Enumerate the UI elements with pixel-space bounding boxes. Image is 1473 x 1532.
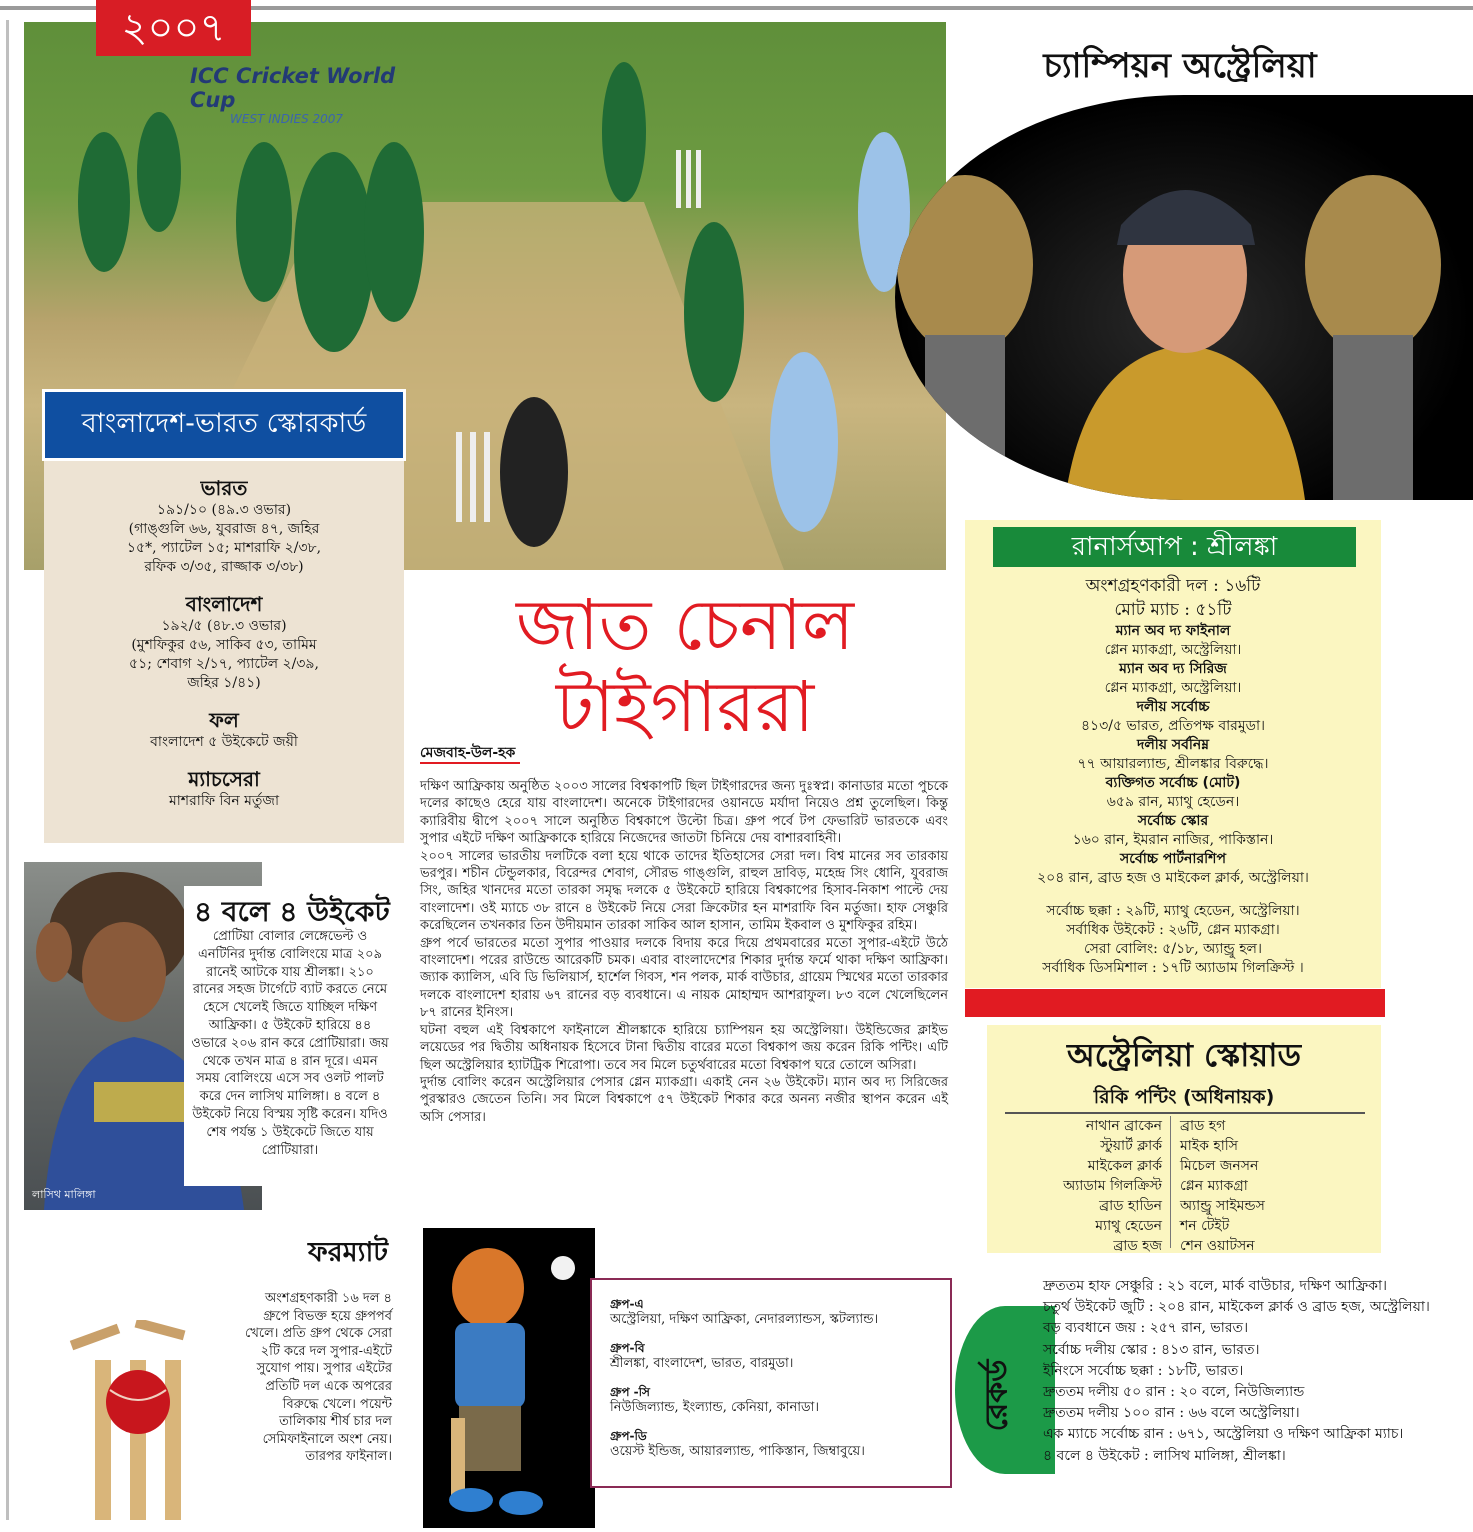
format-text: অংশগ্রহণকারী ১৬ দল ৪ গ্রুপে বিভক্ত হয়ে গ্রুপপর্ব খেলে। প্রতি গ্রুপ থেকে সেরা ২টি করে দল সুপার-এইটে সুযোগ পায়। সুপার এইটের প্রতিটি দল একে অপরের বিরুদ্ধে খেলে। পয়েন্ট তালিকায় শীর্ষ চার দল সেমিফাইনালে অংশ নেয়। তারপর ফাইনাল। (245, 1291, 392, 1465)
squad-player: গ্লেন ম্যাকগ্রা (1180, 1178, 1248, 1194)
records-label: রেকর্ড (979, 1359, 1015, 1432)
india-heading: ভারত (200, 476, 248, 500)
motf-label: ম্যান অব দ্য ফাইনাল (1115, 623, 1231, 639)
sixes-record: সর্বোচ্চ ছক্কা : ২৯টি, ম্যাথু হেডেন, অস্ট্রেলিয়া। (1046, 903, 1300, 919)
man-of-match-text: মাশরাফি বিন মর্তুজা (168, 793, 280, 809)
squad-player: ব্রাড হগ (1180, 1118, 1226, 1134)
record-item: দ্রুততম দলীয় ৫০ রান : ২০ বলে, নিউজিল্যান্ড (1043, 1384, 1305, 1401)
result-heading: ফল (209, 708, 239, 732)
group-label: গ্রুপ-এ (610, 1297, 644, 1311)
mots-label: ম্যান অব দ্য সিরিজ (1119, 661, 1227, 677)
malinga-text: প্রোটিয়া বোলার লেঙ্গেভেল্ট ও এনটিনির দুর্দান্ত বোলিংয়ে মাত্র ২০৯ রানেই আটকে যায় শ্রীলঙ্কা। ২১০ রানের সহজ টার্গেটে ব্যাট করতে নেমে হেসে খেলেই জিতে যাচ্ছিল দক্ষিণ আফ্রিকা। ৫ উইকেট হারিয়ে ৪৪ ওভারে ২০৬ রান করে প্রোটিয়ারা। জয় থেকে তখন মাত্র ৪ রান দূরে। এমন সময় বোলিংয়ে এসে সব ওলট পালট করে দেন লাসিথ মালিঙ্গা। ৪ বলে ৪ উইকেট নিয়ে বিস্ময় সৃষ্টি করেন। যদিও শেষ পর্যন্ত ১ উইকেটে জিতে যায় প্রোটিয়ারা। (191, 929, 389, 1158)
squad-title: অস্ট্রেলিয়া স্কোয়াড (1066, 1036, 1302, 1074)
byline: মেজবাহ-উল-হক (420, 745, 516, 761)
group-teams: অস্ট্রেলিয়া, দক্ষিণ আফ্রিকা, নেদারল্যান্ডস, স্কটল্যান্ড। (610, 1312, 879, 1327)
high-score-label: সর্বোচ্চ স্কোর (1137, 813, 1209, 829)
bangladesh-score: ১৯২/৫ (৪৮.৩ ওভার) (মুশফিকুর ৫৬, সাকিব ৫৩, তামিম ৫১; শেবাগ ২/১৭, প্যাটেল ২/৩৯, জহির ১/৪১) (129, 618, 319, 691)
squad-column-divider (1170, 1116, 1171, 1248)
runners-up-title: রানার্সআপ : শ্রীলঙ্কা (993, 527, 1356, 567)
partnership-label: সর্বোচ্চ পার্টনারশিপ (1120, 851, 1226, 867)
squad-player: ম্যাথু হেডেন (1095, 1218, 1162, 1234)
squad-player: ব্রাড হাডিন (1099, 1198, 1162, 1214)
squad-left-column (1000, 1116, 1162, 1256)
squad-right-column (1180, 1116, 1370, 1256)
team-low-label: দলীয় সর্বনিম্ন (1136, 737, 1210, 753)
motf-value: গ্লেন ম্যাকগ্রা, অস্ট্রেলিয়া। (1104, 642, 1242, 658)
mascot-illustration (423, 1228, 595, 1528)
record-item: ইনিংসে সর্বোচ্চ ছক্কা : ১৮টি, ভারত। (1043, 1362, 1244, 1379)
squad-player: মাইকেল ক্লার্ক (1087, 1158, 1162, 1174)
article-paragraph: গ্রুপ পর্বে ভারতের মতো সুপার পাওয়ার দলকে বিদায় করে দিয়ে প্রথমবারের মতো সুপার-এইটে উঠে বাংলাদেশ। পরের রাউন্ডে আরেকটি চমক। এবার বাংলাদেশের শিকার দুর্দান্ত ফর্মে থাকা দক্ষিণ আফ্রিকা। জ্যাক ক্যালিস, এবি ডি ভিলিয়ার্স, হার্শেল গিবস, শন পলক, মার্ক বাউচার, গ্রায়েম স্মিথের মতো তারকার দলকে বাংলাদেশ হারায় ৬৭ রানের বড় ব্যবধানে। এ নায়ক মোহাম্মদ আশরাফুল। ৮৩ বলে খেলেছিলেন ৮৭ রানের ইনিংস। (420, 935, 948, 1021)
article-paragraph: দক্ষিণ আফ্রিকায় অনুষ্ঠিত ২০০৩ সালের বিশ্বকাপটি ছিল টাইগারদের জন্য দুঃস্বপ্ন। কানাডার মতো পুচকে দলের কাছেও হেরে যায় বাংলাদেশ। অনেকে টাইগারদের ওয়ানডে মর্যাদা নিয়েও প্রশ্ন তুলেছিল। কিন্তু ক্যারিবীয় দ্বীপে ২০০৭ সালে অনুষ্ঠিত বিশ্বকাপে উল্টো চিত্র। গ্রুপ পর্বে টপ ফেভারিট ভারতকে এবং সুপার এইটে দক্ষিণ আফ্রিকাকে হারিয়ে নিজেদের জাতটা চিনিয়ে দেয় বাশারবাহিনী। (420, 779, 948, 847)
squad-rule (1005, 1112, 1365, 1114)
left-rule (6, 20, 9, 1520)
article-paragraph: ২০০৭ সালের ভারতীয় দলটিকে বলা হয়ে থাকে তাদের ইতিহাসের সেরা দল। বিশ্ব মানের সব তারকায় ভরপুর। শচীন টেন্ডুলকার, বিরেন্দর শেবাগ, সৌরভ গাঙ্গুলি, রাহুল দ্রাবিড়, মহেন্দ্র সিং ধোনি, যুবরাজ সিং, জহির খানদের মতো তারকা সমৃদ্ধ দলকে ৫ উইকেটে হারিয়ে বিশ্বকাপের হিসাব-নিকাশ পাল্টে দেয় বাংলাদেশ। ওই ম্যাচে ৩৮ রানে ৪ উইকেট নিয়ে সেরা ক্রিকেটার হন মাশরাফি বিন মর্তুজা। হাফ সেঞ্চুরি করেছিলেন তখনকার তিন উদীয়মান তারকা সাকিব আল হাসান, তামিম ইকবাল ও মুশফিকুর রহিম। (420, 848, 948, 934)
record-item: সর্বোচ্চ দলীয় স্কোর : ৪১৩ রান, ভারত। (1043, 1341, 1260, 1358)
squad-player: স্টুয়ার্ট ক্লার্ক (1100, 1138, 1162, 1154)
year-badge: ২০০৭ (96, 0, 251, 56)
logo-title: ICC Cricket World Cup (190, 64, 396, 112)
india-score: ১৯১/১০ (৪৯.৩ ওভার) (গাঙ্গুলি ৬৬, যুবরাজ ৪৭, জহির ১৫*, প্যাটেল ১৫; মাশরাফি ২/৩৮, রফিক ৩/৩৫, রাজ্জাক ৩/৩৮) (126, 502, 322, 575)
squad-player: মাইক হাসি (1180, 1138, 1239, 1154)
champion-photo (895, 95, 1473, 500)
group-label: গ্রুপ -সি (610, 1385, 650, 1399)
malinga-caption: লাসিথ মালিঙ্গা (32, 1188, 96, 1201)
squad-player: অ্যান্ড্রু সাইমন্ডস (1180, 1198, 1265, 1214)
squad-player: মিচেল জনসন (1180, 1158, 1259, 1174)
teams-count: অংশগ্রহণকারী দল : ১৬টি (1085, 576, 1261, 596)
wickets-record: সর্বাধিক উইকেট : ২৬টি, গ্লেন ম্যাকগ্রা। (1066, 922, 1280, 938)
article-body (420, 778, 948, 1126)
record-item: চতুর্থ উইকেট জুটি : ২০৪ রান, মাইকেল ক্লার্ক ও ব্রাড হজ, অস্ট্রেলিয়া। (1043, 1299, 1430, 1316)
mascot-image (423, 1228, 595, 1528)
group-label: গ্রুপ-বি (610, 1341, 645, 1355)
squad-player: শন টেইট (1180, 1218, 1230, 1234)
group-teams: নিউজিল্যান্ড, ইংল্যান্ড, কেনিয়া, কানাডা। (610, 1400, 819, 1415)
dismissals-record: সর্বাধিক ডিসমিশাল : ১৭টি অ্যাডাম গিলক্রিস্ট । (1042, 960, 1304, 976)
group-teams: ওয়েস্ট ইন্ডিজ, আয়ারল্যান্ড, পাকিস্তান, জিম্বাবুয়ে। (610, 1444, 865, 1459)
malinga-title: ৪ বলে ৪ উইকেট (194, 895, 390, 928)
high-score-value: ১৬০ রান, ইমরান নাজির, পাকিস্তান। (1072, 832, 1274, 848)
article-paragraph: দুর্দান্ত বোলিং করেন অস্ট্রেলিয়ার পেসার গ্লেন ম্যাকগ্রা। একাই নেন ২৬ উইকেট। ম্যান অব দ্য সিরিজের পুরস্কারও জেতেন তিনি। সব মিলে বিশ্বকাপে ৫৭ উইকেট শিকার করে অনন্য নজীর স্থাপন করেন এই অসি পেসার। (420, 1074, 948, 1125)
individual-aggregate-label: ব্যক্তিগত সর্বোচ্চ (মোট) (1105, 775, 1241, 791)
squad-player: শেন ওয়াটসন (1180, 1238, 1255, 1254)
partnership-value: ২০৪ রান, ব্রাড হজ ও মাইকেল ক্লার্ক, অস্ট্রেলিয়া। (1037, 870, 1309, 886)
matches-count: মোট ম্যাচ : ৫১টি (1114, 600, 1232, 620)
headline (420, 584, 950, 748)
mots-value: গ্লেন ম্যাকগ্রা, অস্ট্রেলিয়া। (1104, 680, 1242, 696)
tournament-stats (965, 574, 1381, 978)
result-text: বাংলাদেশ ৫ উইকেটে জয়ী (150, 734, 298, 750)
champion-title: চ্যাম্পিয়ন অস্ট্রেলিয়া (1043, 46, 1317, 86)
man-of-match-heading: ম্যাচসেরা (188, 767, 260, 791)
team-high-label: দলীয় সর্বোচ্চ (1136, 699, 1210, 715)
groups-list (610, 1296, 950, 1460)
trophy-captain-illustration (895, 95, 1473, 500)
record-item: দ্রুততম হাফ সেঞ্চুরি : ২১ বলে, মার্ক বাউচার, দক্ষিণ আফ্রিকা। (1043, 1278, 1388, 1294)
record-item: বড় ব্যবধানে জয় : ২৫৭ রান, ভারত। (1043, 1320, 1249, 1337)
squad-player: অ্যাডাম গিলক্রিস্ট (1063, 1178, 1162, 1194)
group-label: গ্রুপ-ডি (610, 1429, 647, 1443)
squad-player: নাথান ব্রাকেন (1085, 1118, 1162, 1134)
logo-subtitle: WEST INDIES 2007 (230, 112, 344, 126)
team-low-value: ৭৭ আয়ারল্যান্ড, শ্রীলঙ্কার বিরুদ্ধে। (1077, 756, 1269, 772)
article-paragraph: ঘটনা বহুল এই বিশ্বকাপে ফাইনালে শ্রীলঙ্কাকে হারিয়ে চ্যাম্পিয়ন হয় অস্ট্রেলিয়া। উইন্ডিজের ক্লাইভ লয়েডের পর দ্বিতীয় অধিনায়ক হিসেবে টানা দ্বিতীয় বারের মতো বিশ্বকাপ জয় করেন রিকি পন্টিং। এটি ছিল অস্ট্রেলিয়ার হ্যাটট্রিক শিরোপা। তবে সব মিলে চতুর্থবারের মতো বিশ্বকাপ ঘরে তোলে অসিরা। (420, 1022, 948, 1073)
byline-rule (420, 762, 520, 764)
stumps-ball-illustration (40, 1320, 230, 1520)
team-high-value: ৪১৩/৫ ভারত, প্রতিপক্ষ বারমুডা। (1080, 718, 1266, 734)
record-item: দ্রুততম দলীয় ১০০ রান : ৬৬ বলে অস্ট্রেলিয়া। (1043, 1405, 1300, 1422)
headline-line-2: টাইগাররা (555, 666, 815, 748)
scorecard-title: বাংলাদেশ-ভারত স্কোরকার্ড (42, 389, 406, 461)
headline-line-1: জাত চেনাল (515, 584, 855, 666)
bangladesh-heading: বাংলাদেশ (185, 592, 263, 616)
format-title: ফরম্যাট (308, 1237, 388, 1268)
records-list (1043, 1276, 1468, 1467)
individual-aggregate-value: ৬৫৯ রান, ম্যাথু হেডেন। (1106, 794, 1240, 810)
scorecard-body (44, 461, 404, 843)
group-teams: শ্রীলঙ্কা, বাংলাদেশ, ভারত, বারমুডা। (610, 1356, 794, 1371)
squad-player: ব্রাড হজ (1113, 1238, 1162, 1254)
bowling-record: সেরা বোলিং: ৫/১৮, অ্যান্ড্রু হল। (1083, 941, 1262, 957)
world-cup-logo (190, 64, 420, 124)
squad-captain: রিকি পন্টিং (অধিনায়ক) (1093, 1086, 1275, 1108)
record-item: ৪ বলে ৪ উইকেট : লাসিথ মালিঙ্গা, শ্রীলঙ্কা। (1043, 1447, 1286, 1464)
record-item: এক ম্যাচে সর্বোচ্চ রান : ৬৭১, অস্ট্রেলিয়া ও দক্ষিণ আফ্রিকা ম্যাচ। (1043, 1426, 1404, 1443)
red-divider (965, 989, 1385, 1017)
